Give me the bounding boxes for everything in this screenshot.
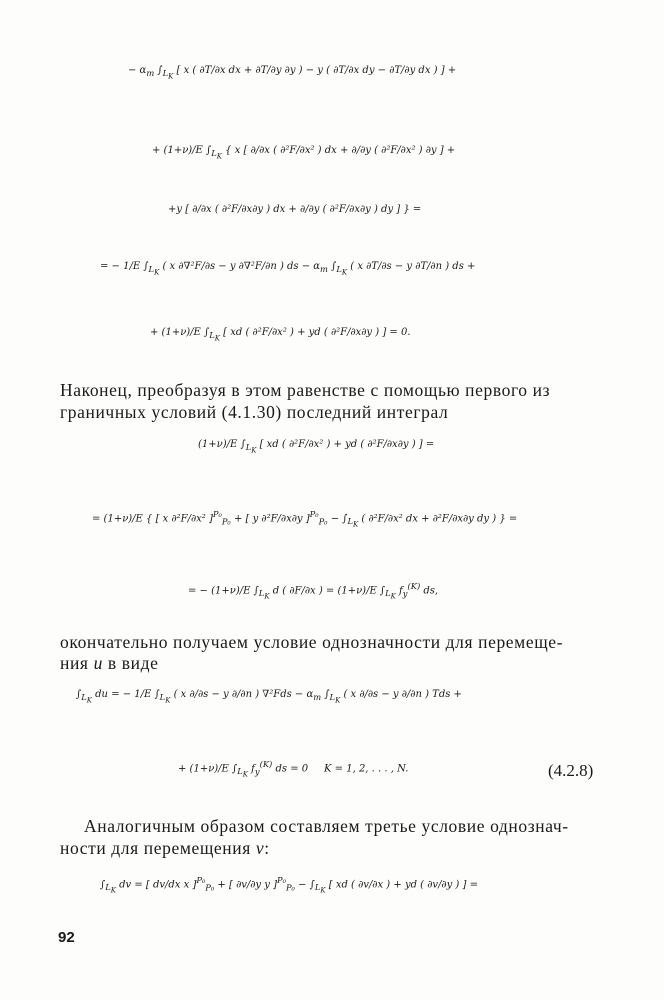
paragraph-line: Аналогичным образом составляем третье условие однознач-	[84, 816, 569, 836]
text-fragment: ности для перемещения	[60, 838, 256, 858]
equation-line-1: − $\alpha_т$ $\int_{L_K}$ [ x ( ∂T/∂x dx + ∂T/∂y ∂y ) − y ( ∂T/∂x dy − ∂T/∂y dx ) ] +	[128, 65, 457, 81]
variable-v: v	[255, 838, 265, 858]
equation-number: (4.2.8)	[548, 761, 594, 780]
equation-line-10: + (1+ν)/E $\int_{L_K}$ $f_y^{(K)}$ ds = 0 K = 1, 2, . . . , N.	[178, 759, 409, 779]
paragraph-line	[60, 840, 608, 858]
page-number: 92	[58, 929, 75, 946]
equation-line-3: +y [ ∂/∂x ( ∂²F/∂x∂y ) dx + ∂/∂y ( ∂²F/∂x∂y ) dy ] } =	[168, 204, 422, 215]
paragraph-line	[60, 655, 608, 673]
equation-line-4: = − 1/E $\int_{L_K}$ ( x ∂∇²F/∂s − y ∂∇²F/∂n ) ds − $\alpha_т$ $\int_{L_K}$ ( x ∂T/∂s − y ∂T/∂n ) ds +	[100, 261, 476, 277]
text-fragment: :	[264, 838, 270, 858]
text-fragment: в виде	[102, 653, 159, 673]
equation-line-6: (1+ν)/E $\int_{L_K}$ [ xd ( ∂²F/∂x² ) + yd ( ∂²F/∂x∂y ) ] =	[198, 439, 435, 455]
equation-line-5: + (1+ν)/E $\int_{L_K}$ [ xd ( ∂²F/∂x² ) + yd ( ∂²F/∂x∂y ) ] = 0.	[150, 327, 411, 343]
paragraph-line: окончательно получаем условие однозначности для перемеще-	[60, 632, 564, 652]
equation-line-2: + (1+ν)/E $\int_{L_K}$ { x [ ∂/∂x ( ∂²F/∂x² ) dx + ∂/∂y ( ∂²F/∂x² ) ∂y ] +	[152, 145, 456, 161]
equation-line-7: = (1+ν)/E { [ x ∂²F/∂x² ]$^{P_0}_{P_0}$ + [ y ∂²F/∂x∂y ]$^{P_0}_{P_0} - \int_{L_K}$ ( ∂²F/∂x² dx + ∂²F/∂x∂y dy ) } =	[92, 509, 518, 529]
variable-u: u	[93, 653, 103, 673]
equation-line-11: $\int_{L_K}$ dv = [ dv/dx x ]$^{P_0}_{P_0}$ + [ ∂v/∂y y ]$^{P_0}_{P_0} - \int_{L_K}$ [ xd ( ∂v/∂x ) + yd ( ∂v/∂y ) ] =	[100, 875, 478, 895]
text-fragment: ния	[60, 653, 94, 673]
paragraph-line: граничных условий (4.1.30) последний интеграл	[60, 402, 449, 422]
equation-line-8: = − (1+ν)/E $\int_{L_K}$ d ( ∂F/∂x ) = (1+ν)/E $\int_{L_K}$ $f_y^{(K)}$ ds,	[188, 581, 439, 601]
paragraph-line: Наконец, преобразуя в этом равенстве с помощью первого из	[60, 380, 551, 400]
equation-line-9: $\int_{L_K}$ du = − 1/E $\int_{L_K}$ ( x ∂/∂s − y ∂/∂n ) $\nabla^2Fds - \alpha_т$ $\int_{L_K}$ ( x ∂/∂s − y ∂/∂n ) Tds +	[76, 689, 462, 705]
